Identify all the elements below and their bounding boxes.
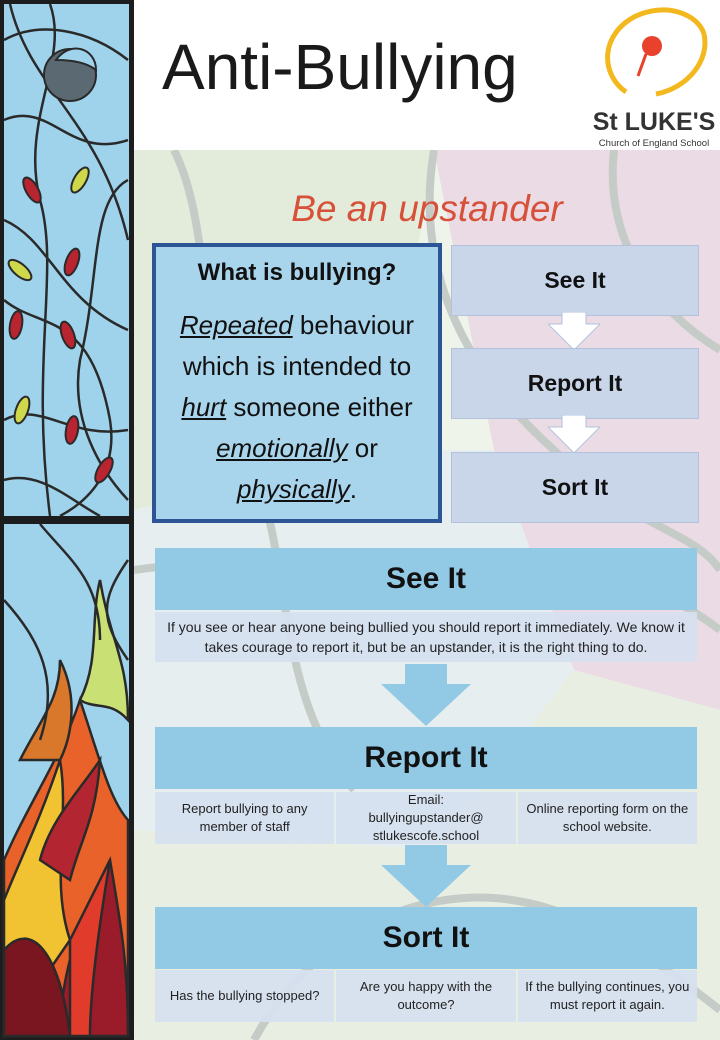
definition-text-part: someone either: [226, 392, 413, 422]
definition-text: [162, 305, 432, 510]
email-address-line2: stlukescofe.school: [372, 828, 480, 843]
sort-question-happy-text: Are you happy with the outcome?: [359, 979, 493, 1012]
see-it-text: If you see or hear anyone being bullied you should report it immediately. We know it takes courage to report it, but be an upstander, it is the right thing to do.: [155, 612, 697, 662]
header: [134, 0, 720, 150]
sort-question-stopped-text: Has the bullying stopped?: [169, 988, 320, 1003]
page-title: Anti-Bullying: [162, 31, 518, 103]
definition-title: What is bullying?: [197, 259, 397, 286]
report-it-heading: Report It: [155, 727, 697, 789]
definition-box: [152, 243, 442, 523]
logo-subtitle: Church of England School: [598, 138, 710, 149]
school-logo: [586, 4, 720, 150]
sort-question-continues-text: If the bullying continues, you must report it again.: [525, 979, 690, 1012]
step-see-it: See It: [451, 245, 699, 316]
definition-keyword: emotionally: [216, 433, 348, 463]
definition-keyword: hurt: [181, 392, 227, 422]
definition-keyword: physically: [237, 474, 350, 504]
logo-emblem-icon: [586, 4, 720, 108]
tagline: Be an upstander: [291, 188, 563, 229]
step-sort-it: Sort It: [451, 452, 699, 523]
sort-question-stopped: [155, 970, 334, 1022]
definition-keyword: Repeated: [179, 310, 293, 340]
email-address-line1: bullyingupstander@: [368, 810, 484, 825]
report-option-staff-text: Report bullying to any member of staff: [181, 801, 308, 834]
report-option-online-form: [518, 792, 697, 844]
report-it-options: [155, 792, 697, 844]
stained-glass-illustration: [0, 0, 134, 1040]
report-option-staff: [155, 792, 334, 844]
report-option-online-text: Online reporting form on the school website.: [526, 801, 689, 834]
logo-school-name: St LUKE'S: [592, 108, 716, 136]
arrow-down-icon: [548, 415, 600, 453]
sort-question-happy: [336, 970, 515, 1022]
definition-text-part: or: [347, 433, 378, 463]
step-report-it: Report It: [451, 348, 699, 419]
sort-question-continues: [518, 970, 697, 1022]
sort-it-questions: [155, 970, 697, 1022]
definition-text-part: behaviour which is intended to: [182, 310, 415, 381]
arrow-down-icon: [381, 664, 471, 726]
report-option-email: [336, 792, 515, 844]
arrow-down-icon: [381, 845, 471, 907]
see-it-heading: See It: [155, 548, 697, 610]
email-label: Email:: [407, 792, 445, 807]
definition-text-part: .: [349, 474, 357, 504]
arrow-down-icon: [548, 312, 600, 350]
sort-it-heading: Sort It: [155, 907, 697, 969]
